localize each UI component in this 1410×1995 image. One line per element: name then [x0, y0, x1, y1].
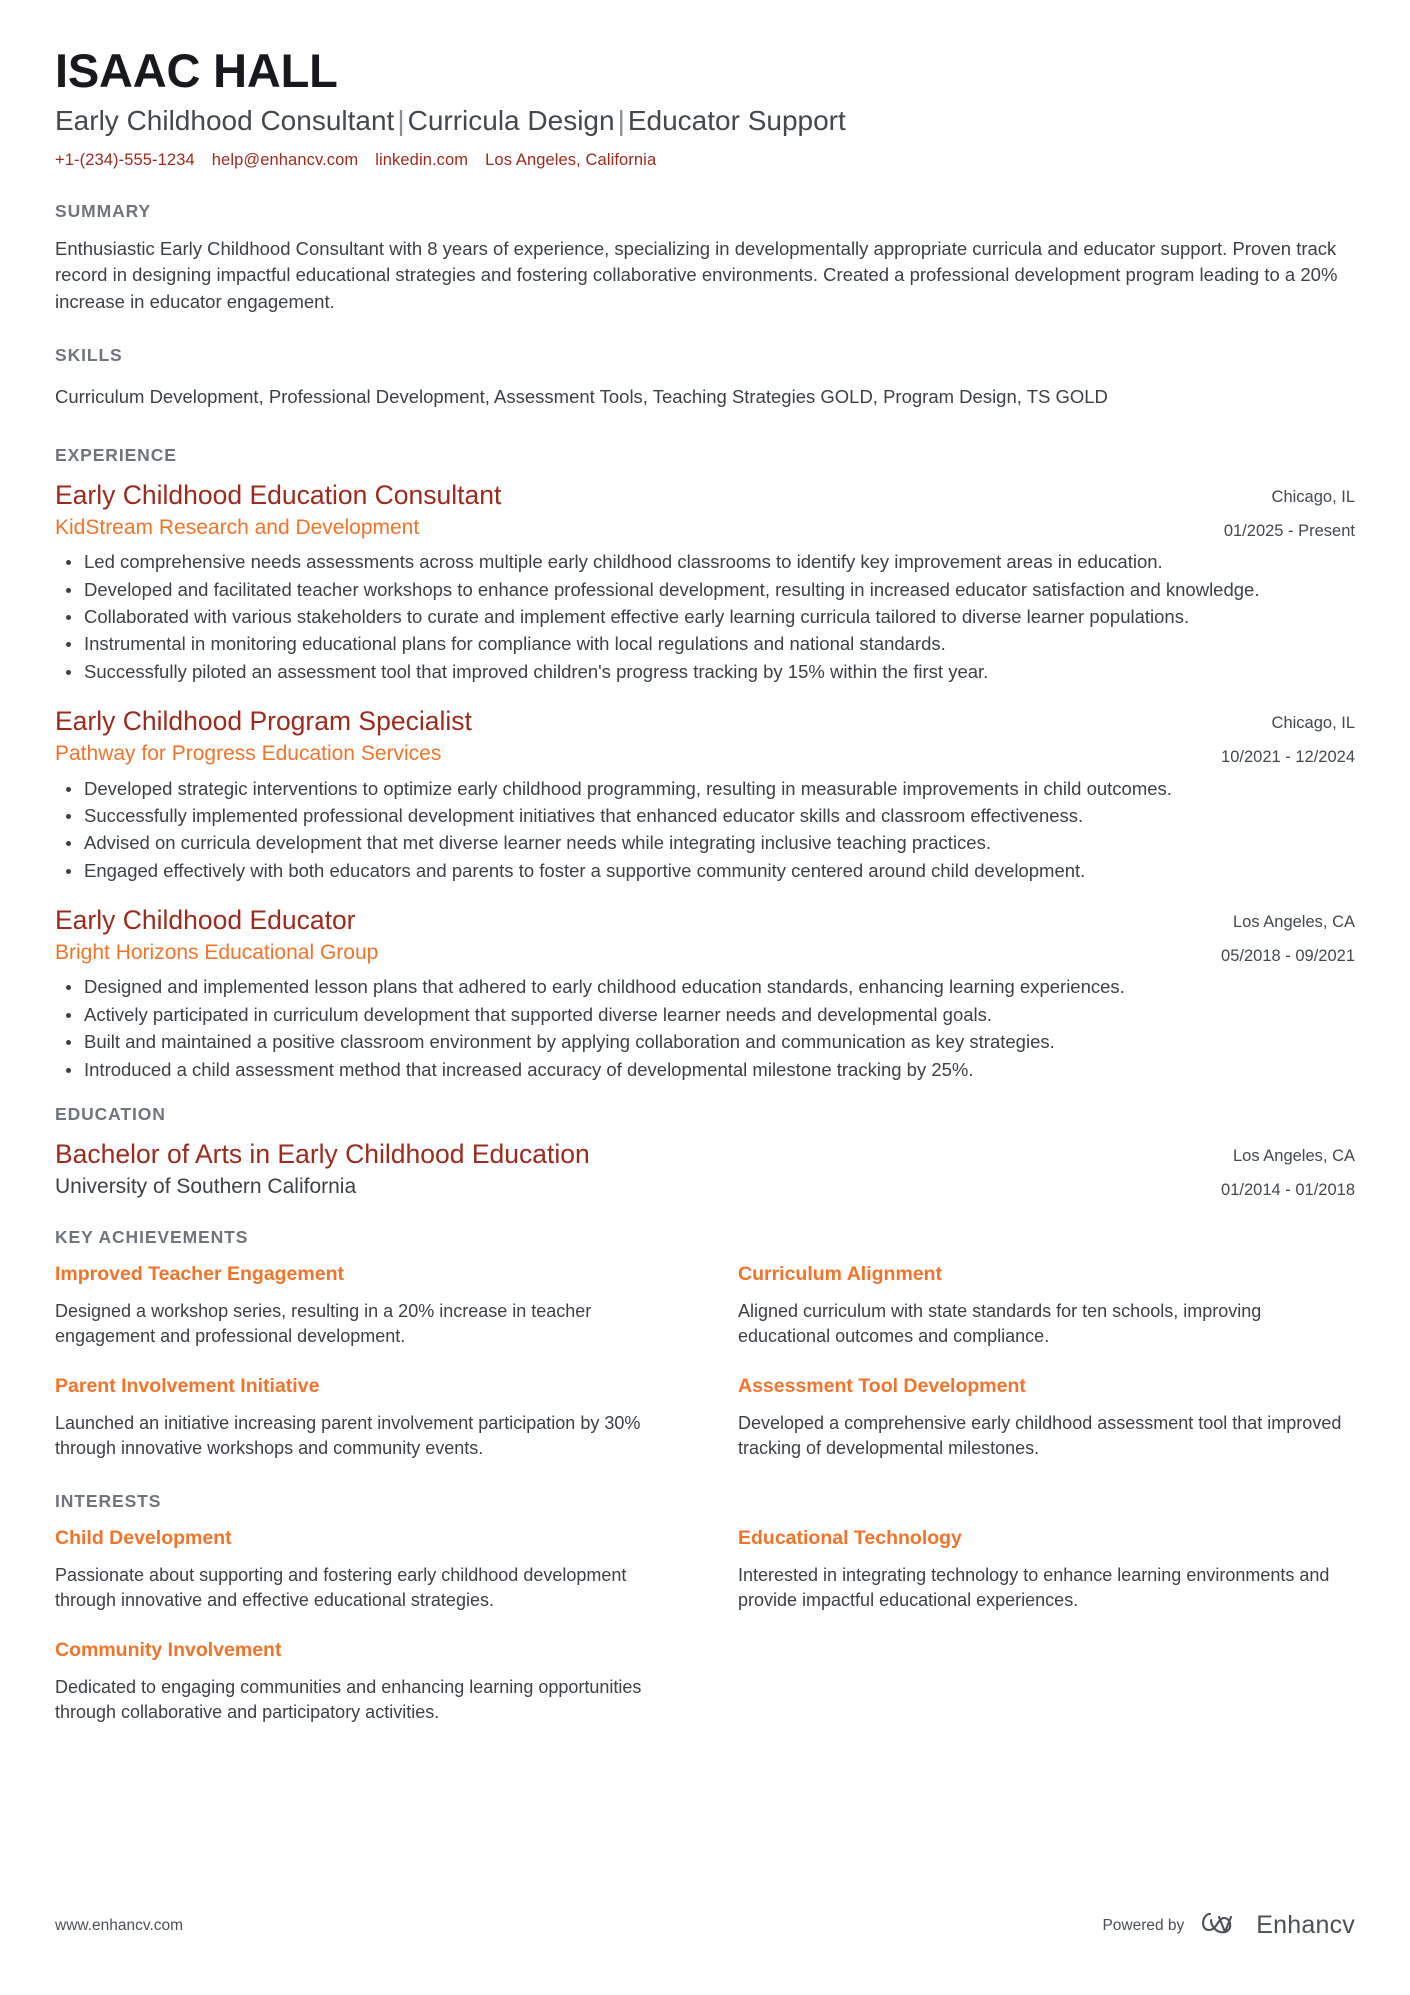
job-bullet: Instrumental in monitoring educational plans for compliance with local regulations and national standards. [82, 631, 1355, 656]
job-title: Early Childhood Educator [55, 904, 356, 935]
company-name: KidStream Research and Development [55, 515, 420, 539]
interest-text: Interested in integrating technology to enhance learning environments and provide impactful educational experiences. [738, 1564, 1330, 1610]
section-title-summary: SUMMARY [55, 201, 152, 222]
achievement-title: Assessment Tool Development [738, 1375, 1026, 1398]
section-title-interests: INTERESTS [55, 1491, 162, 1512]
candidate-name: ISAAC HALL [55, 44, 338, 97]
section-key-achievements [55, 1227, 1355, 1486]
footer-brand [1102, 1908, 1355, 1943]
job-bullet: Successfully piloted an assessment tool that improved children's progress tracking by 15% within the first year. [82, 659, 1355, 684]
brand-name: Enhancv [1256, 1911, 1355, 1939]
experience-entry-meta [1221, 706, 1355, 769]
interest-text: Dedicated to engaging communities and enhancing learning opportunities through collaborative and participatory activities. [55, 1676, 642, 1722]
job-location: Chicago, IL [1271, 487, 1355, 506]
section-title-experience: EXPERIENCE [55, 444, 177, 465]
key-achievements-grid [55, 1262, 1355, 1486]
footer-url[interactable]: www.enhancv.com [55, 1916, 184, 1934]
job-bullet-list [55, 776, 1355, 883]
experience-entry-header [55, 905, 1355, 968]
interests-grid [55, 1526, 1355, 1750]
experience-entry [55, 905, 1355, 1082]
contact-location: Los Angeles, California [485, 150, 657, 169]
contact-email[interactable]: help@enhancv.com [211, 150, 359, 169]
school-name: University of Southern California [55, 1174, 357, 1198]
job-bullet: Collaborated with various stakeholders to curate and implement effective early learning curricula tailored to diverse learner populations. [82, 604, 1355, 629]
contact-linkedin[interactable]: linkedin.com [375, 150, 469, 169]
job-bullet: Built and maintained a positive classroom environment by applying collaboration and communication as key strategies. [82, 1029, 1355, 1054]
section-experience [55, 445, 1355, 1082]
interest-card [55, 1638, 672, 1724]
job-bullet: Introduced a child assessment method that increased accuracy of developmental milestone tracking by 25%. [82, 1057, 1355, 1082]
interest-card [55, 1526, 672, 1612]
job-dates: 05/2018 - 09/2021 [1221, 947, 1355, 966]
summary-text: Enthusiastic Early Childhood Consultant with 8 years of experience, specializing in developmentally appropriate curricula and educator support. Proven track record in designing impactful educational strategies and fostering collaborative environments. Created a professional development program leading to a 20% increase in educator engagement. [55, 238, 1338, 312]
experience-entry [55, 480, 1355, 684]
education-entry-left [55, 1139, 1197, 1199]
job-bullet-list [55, 974, 1355, 1081]
section-education [55, 1104, 1355, 1202]
headline-part-3: Educator Support [627, 104, 846, 136]
achievement-card [55, 1262, 672, 1348]
skills-list: Curriculum Development, Professional Development, Assessment Tools, Teaching Strategies GOLD, Program Design, TS GOLD [55, 385, 1108, 407]
section-title-key-achievements: KEY ACHIEVEMENTS [55, 1227, 249, 1248]
contact-line [55, 150, 1355, 171]
section-skills [55, 345, 1355, 411]
experience-entry-meta [1224, 480, 1355, 543]
interest-card [738, 1526, 1355, 1612]
job-location: Los Angeles, CA [1233, 912, 1355, 931]
experience-entry-left [55, 480, 1200, 540]
job-bullet-list [55, 549, 1355, 684]
section-title-education: EDUCATION [55, 1103, 166, 1124]
company-name: Bright Horizons Educational Group [55, 940, 379, 964]
job-dates: 01/2025 - Present [1223, 522, 1355, 541]
job-title: Early Childhood Program Specialist [55, 706, 472, 737]
job-bullet: Developed and facilitated teacher workshops to enhance professional development, resulting in increased educator satisfaction and knowledge. [82, 577, 1355, 602]
interest-card-empty [738, 1638, 1355, 1724]
achievement-title: Improved Teacher Engagement [55, 1263, 344, 1286]
interest-text: Passionate about supporting and fostering early childhood development through innovative and effective educational strategies. [55, 1564, 627, 1610]
experience-entry-meta [1221, 905, 1355, 968]
job-bullet: Led comprehensive needs assessments across multiple early childhood classrooms to identify key improvement areas in education. [82, 549, 1355, 574]
job-title: Early Childhood Education Consultant [55, 479, 502, 510]
section-title-skills: SKILLS [55, 344, 123, 365]
achievement-text: Designed a workshop series, resulting in a 20% increase in teacher engagement and professional development. [55, 1300, 592, 1346]
job-bullet: Advised on curricula development that met diverse learner needs while integrating inclusive teaching practices. [82, 830, 1355, 855]
headline-separator: | [397, 104, 405, 136]
achievement-text: Launched an initiative increasing parent involvement participation by 30% through innovative workshops and community events. [55, 1412, 641, 1458]
job-bullet: Designed and implemented lesson plans that adhered to early childhood education standards, enhancing learning experiences. [82, 974, 1355, 999]
job-bullet: Actively participated in curriculum development that supported diverse learner needs and developmental goals. [82, 1002, 1355, 1027]
job-bullet: Developed strategic interventions to optimize early childhood programming, resulting in measurable improvements in child outcomes. [82, 776, 1355, 801]
headline-part-1: Early Childhood Consultant [55, 104, 395, 136]
contact-phone[interactable]: +1-(234)-555-1234 [55, 150, 195, 169]
job-bullet: Engaged effectively with both educators and parents to foster a supportive community centered around child development. [82, 858, 1355, 883]
company-name: Pathway for Progress Education Services [55, 741, 442, 765]
interest-title: Community Involvement [55, 1639, 282, 1662]
education-entry [55, 1139, 1355, 1202]
candidate-headline [55, 103, 1355, 138]
job-bullet: Successfully implemented professional development initiatives that enhanced educator skills and classroom effectiveness. [82, 803, 1355, 828]
achievement-title: Curriculum Alignment [738, 1263, 943, 1286]
education-entry-meta [1221, 1139, 1355, 1202]
experience-entry-header [55, 480, 1355, 543]
headline-part-2: Curricula Design [407, 104, 615, 136]
school-dates: 01/2014 - 01/2018 [1221, 1181, 1355, 1200]
achievement-title: Parent Involvement Initiative [55, 1375, 320, 1398]
section-interests [55, 1491, 1355, 1750]
experience-entry [55, 706, 1355, 883]
page-footer [55, 1908, 1355, 1943]
interest-title: Educational Technology [738, 1527, 962, 1550]
achievement-card [738, 1374, 1355, 1460]
degree-title: Bachelor of Arts in Early Childhood Education [55, 1138, 590, 1169]
section-summary [55, 201, 1355, 315]
experience-entry-left [55, 706, 1197, 766]
job-dates: 10/2021 - 12/2024 [1221, 748, 1355, 767]
headline-separator: | [617, 104, 625, 136]
achievement-text: Aligned curriculum with state standards for ten schools, improving educational outcomes and compliance. [738, 1300, 1262, 1346]
enhancv-logo-icon [1197, 1908, 1243, 1943]
job-location: Chicago, IL [1271, 714, 1355, 733]
achievement-text: Developed a comprehensive early childhood assessment tool that improved tracking of developmental milestones. [738, 1412, 1342, 1458]
resume-header [55, 46, 1355, 171]
achievement-card [738, 1262, 1355, 1348]
interest-title: Child Development [55, 1527, 232, 1550]
experience-entry-header [55, 706, 1355, 769]
achievement-card [55, 1374, 672, 1460]
education-entry-header [55, 1139, 1355, 1202]
powered-by-label: Powered by [1102, 1916, 1185, 1934]
school-location: Los Angeles, CA [1233, 1146, 1355, 1165]
experience-entry-left [55, 905, 1197, 965]
